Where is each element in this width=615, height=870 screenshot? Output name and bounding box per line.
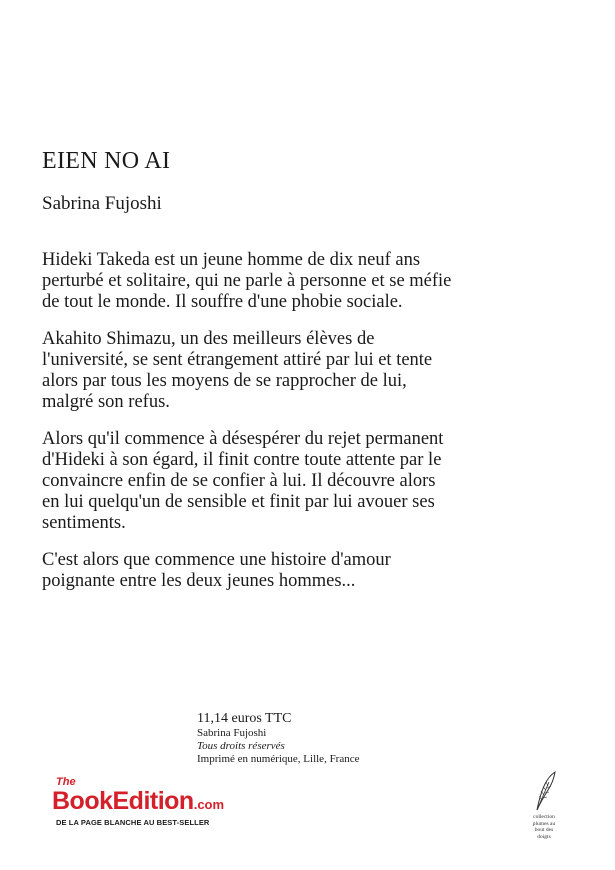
feather-quill-icon	[531, 770, 557, 812]
book-title: EIEN NO AI	[42, 148, 171, 174]
logo-brand	[52, 787, 224, 819]
logo-tagline: DE LA PAGE BLANCHE AU BEST-SELLER	[56, 818, 210, 827]
collection-line: bout des	[534, 827, 554, 833]
collection-line: doigts	[537, 833, 551, 840]
logo-the: The	[56, 776, 76, 788]
bookedition-logo	[52, 777, 252, 847]
collection-line: collection	[533, 814, 555, 820]
book-author: Sabrina Fujoshi	[42, 193, 162, 214]
price: 11,14 euros TTC	[197, 711, 292, 726]
collection-text	[519, 814, 569, 840]
collection-mark	[519, 770, 569, 840]
book-summary	[42, 250, 452, 608]
logo-brand-name: BookEdition	[52, 787, 194, 815]
summary-paragraph: Hideki Takeda est un jeune homme de dix neuf ans perturbé et solitaire, qui ne parle à personne et se méfie de tout le monde. Il souffre d'une phobie sociale.	[42, 250, 452, 312]
print-location: Imprimé en numérique, Lille, France	[197, 753, 360, 765]
imprint-author: Sabrina Fujoshi	[197, 727, 267, 739]
collection-line: plumes au	[532, 820, 556, 827]
imprint-block	[197, 711, 360, 766]
summary-paragraph: Akahito Shimazu, un des meilleurs élèves de l'université, se sent étrangement attiré par lui et tente alors par tous les moyens de se rapprocher de lui, malgré son refus.	[42, 329, 433, 412]
rights-notice: Tous droits réservés	[197, 740, 285, 752]
logo-domain: .com	[193, 797, 225, 812]
summary-paragraph: C'est alors que commence une histoire d'amour poignante entre les deux jeunes hommes...	[42, 550, 391, 591]
summary-paragraph: Alors qu'il commence à désespérer du rejet permanent d'Hideki à son égard, il finit contre toute attente par le convaincre enfin de se confier à lui. Il découvre alors en lui quelqu'un de sensible et finit par lui avouer ses sentiments.	[42, 429, 444, 533]
